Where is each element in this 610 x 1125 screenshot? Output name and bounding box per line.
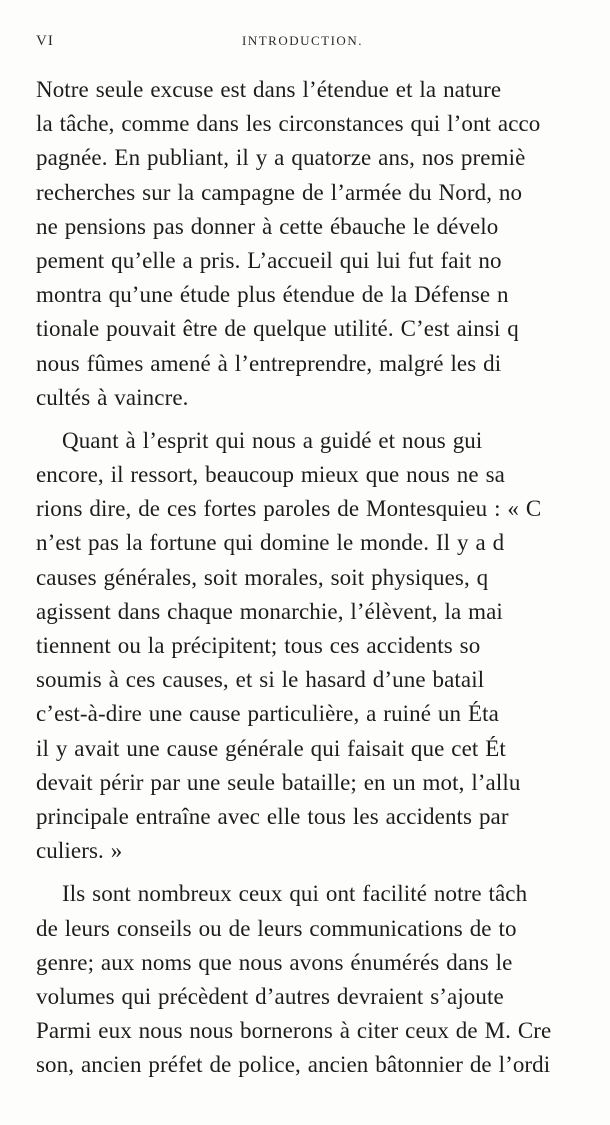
text-line: pement qu’elle a pris. L’accueil qui lui fut fait no	[36, 247, 502, 273]
text-line: nous fûmes amené à l’entreprendre, malgré les di	[36, 350, 502, 376]
page-header	[36, 33, 596, 53]
running-head: INTRODUCTION.	[242, 33, 363, 48]
text-line: de leurs conseils ou de leurs communications de to	[36, 915, 517, 941]
paragraph-1	[36, 73, 610, 415]
text-line: agissent dans chaque monarchie, l’élèvent, la mai	[36, 598, 503, 624]
text-line: Notre seule excuse est dans l’étendue et la nature	[36, 77, 502, 102]
paragraph-3	[36, 877, 610, 1082]
text-line: causes générales, soit morales, soit physiques, q	[36, 564, 489, 590]
text-line: recherches sur la campagne de l’armée du Nord, no	[36, 179, 523, 205]
text-line: c’est-à-dire une cause particulière, a ruiné un Éta	[36, 701, 499, 727]
text-line: Parmi eux nous nous bornerons à citer ceux de M. Cre	[36, 1018, 552, 1044]
text-line: tiennent ou la précipitent; tous ces accidents so	[36, 633, 481, 658]
text-line: pagnée. En publiant, il y a quatorze ans, nos premiè	[36, 145, 526, 171]
text-line: n’est pas la fortune qui domine le monde. Il y a d	[36, 530, 505, 556]
text-line: volumes qui précèdent d’autres devraient s’ajoute	[36, 983, 504, 1009]
text-line: encore, il ressort, beaucoup mieux que nous ne sa	[36, 462, 505, 488]
text-line: il y avait une cause générale qui faisait que cet Ét	[36, 735, 506, 761]
text-line: cultés à vaincre.	[36, 384, 189, 410]
text-line: tionale pouvait être de quelque utilité. C’est ainsi q	[36, 316, 519, 342]
page-number: VI	[36, 33, 54, 49]
body-text	[36, 73, 610, 1082]
paragraph-2	[36, 424, 610, 868]
text-line: culiers. »	[36, 838, 123, 864]
text-line: ne pensions pas donner à cette ébauche le dévelo	[36, 213, 499, 239]
text-line: Quant à l’esprit qui nous a guidé et nous gui	[62, 427, 483, 453]
text-line: montra qu’une étude plus étendue de la Défense n	[36, 282, 509, 308]
paragraph-gap	[36, 415, 610, 424]
paragraph-gap	[36, 868, 610, 877]
text-line: genre; aux noms que nous avons énumérés dans le	[36, 949, 513, 975]
text-line: son, ancien préfet de police, ancien bâtonnier de l’ordi	[36, 1052, 551, 1078]
text-line: rions dire, de ces fortes paroles de Montesquieu : « C	[36, 496, 542, 522]
text-line: principale entraîne avec elle tous les accidents par	[36, 803, 509, 829]
text-line: soumis à ces causes, et si le hasard d’une batail	[36, 667, 485, 693]
text-line: la tâche, comme dans les circonstances qui l’ont acco	[36, 111, 541, 137]
text-line: Ils sont nombreux ceux qui ont facilité notre tâch	[62, 881, 528, 907]
text-line: devait périr par une seule bataille; en un mot, l’allu	[36, 769, 521, 795]
